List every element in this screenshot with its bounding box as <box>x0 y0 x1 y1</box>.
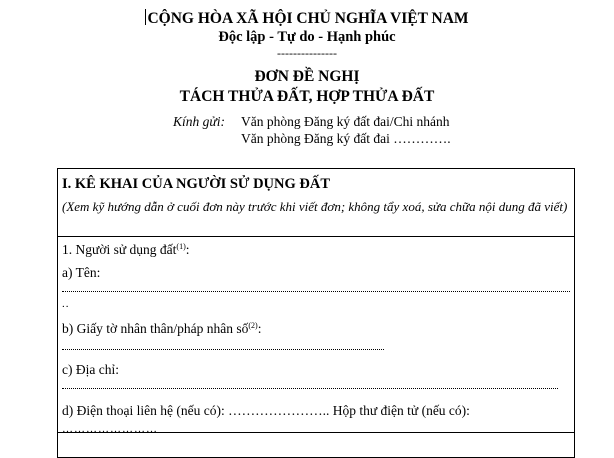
id-document-colon: : <box>257 321 262 336</box>
name-field-line[interactable] <box>62 291 570 292</box>
recipient-line-1: Văn phòng Đăng ký đất đai/Chi nhánh <box>241 114 450 129</box>
land-user-colon: : <box>185 242 190 257</box>
section-note: (Xem kỹ hướng dẫn ở cuối đơn này trước khi viết đơn; không tẩy xoá, sửa chữa nội dung đã viết) <box>62 199 568 214</box>
header-rule: --------------- <box>277 46 337 60</box>
land-user-label <box>62 242 190 258</box>
recipient-line-2: Văn phòng Đăng ký đất đai …………. <box>241 131 451 146</box>
id-document-field-line[interactable] <box>62 349 384 350</box>
phone-email-line: d) Điện thoại liên hệ (nếu có): ………………….. Hộp thư điện tử (nếu có): <box>62 403 470 418</box>
form-title: ĐƠN ĐỀ NGHỊ <box>254 68 360 85</box>
id-document-text: b) Giấy tờ nhân thân/pháp nhân số <box>62 321 249 336</box>
national-motto: Độc lập - Tự do - Hạnh phúc <box>218 29 396 45</box>
id-document-label <box>62 321 261 337</box>
phone-email-tail: …………………… <box>62 423 158 435</box>
national-title <box>0 9 614 28</box>
land-user-text: 1. Người sử dụng đất <box>62 242 177 257</box>
national-title-text: CỘNG HÒA XÃ HỘI CHỦ NGHĨA VIỆT NAM <box>147 10 469 27</box>
form-subtitle: TÁCH THỬA ĐẤT, HỢP THỬA ĐẤT <box>179 88 435 105</box>
section-divider <box>57 236 575 237</box>
recipient-label: Kính gửi: <box>173 114 225 129</box>
land-user-footnote: (1) <box>176 242 186 251</box>
id-document-footnote: (2) <box>248 321 258 330</box>
address-label: c) Địa chỉ: <box>62 362 119 377</box>
name-label: a) Tên: <box>62 265 101 280</box>
section-title: I. KÊ KHAI CỦA NGƯỜI SỬ DỤNG ĐẤT <box>62 176 331 192</box>
address-field-line[interactable] <box>62 388 558 389</box>
name-field-tail: .. <box>62 298 70 310</box>
